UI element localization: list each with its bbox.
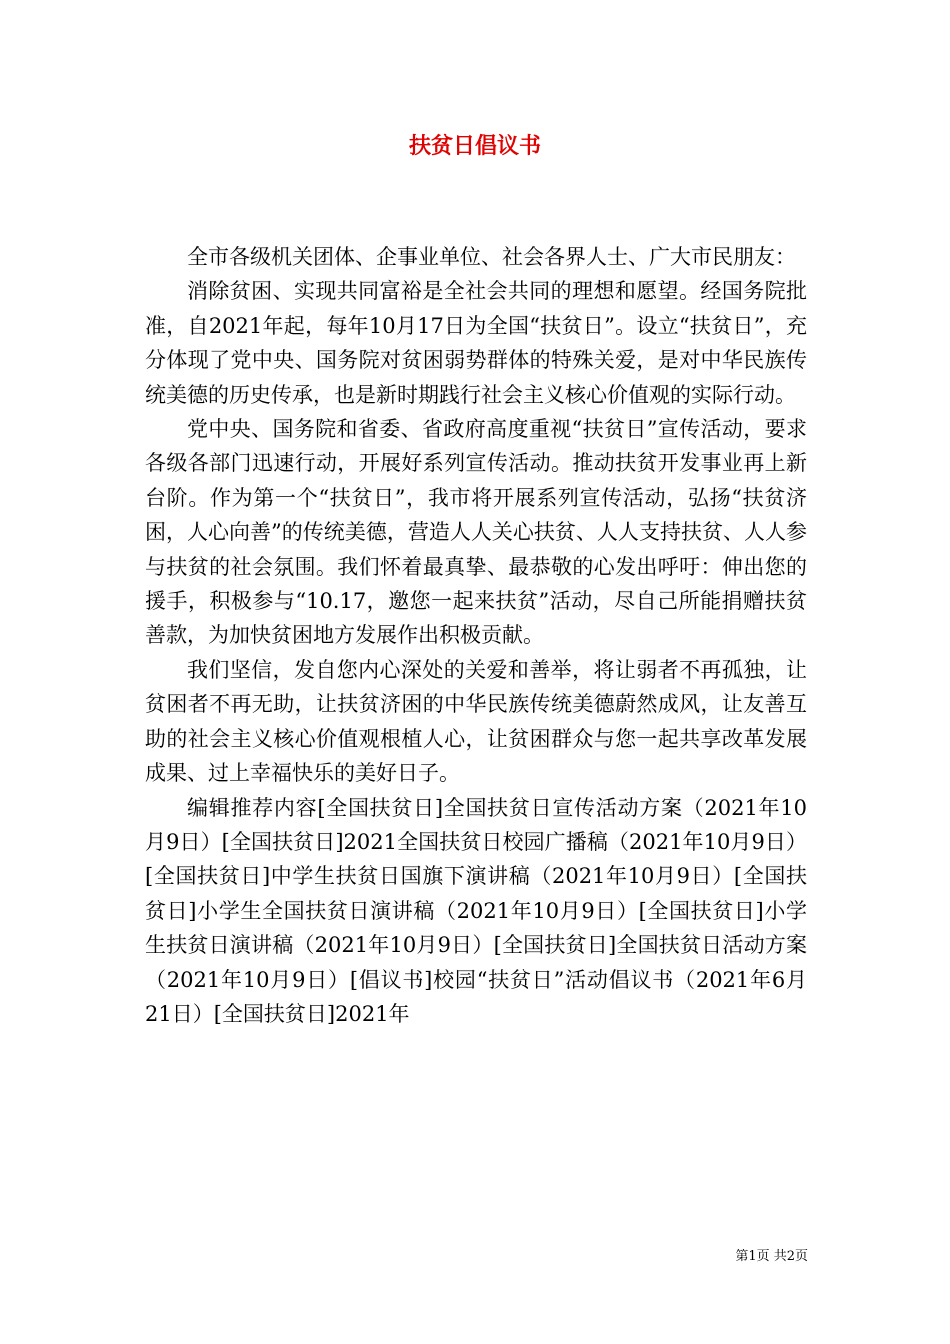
salutation: 全市各级机关团体、企事业单位、社会各界人士、广大市民朋友： bbox=[187, 245, 796, 269]
paragraph-4-recommended-links: 编辑推荐内容[全国扶贫日]全国扶贫日宣传活动方案（2021年10月9日）[全国扶贫日]2021全国扶贫日校园广播稿（2021年10月9日）[全国扶贫日]中学生扶贫日国旗下演讲稿（2021年10月9日）[全国扶贫日]小学生全国扶贫日演讲稿（2021年10月9日）[全国扶贫日]小学生扶贫日演讲稿（2021年10月9日）[全国扶贫日]全国扶贫日活动方案（2021年10月9日）[倡议书]校园“扶贫日”活动倡议书（2021年6月21日）[全国扶贫日]2021年 bbox=[145, 795, 807, 1026]
paragraph-1: 消除贫困、实现共同富裕是全社会共同的理想和愿望。经国务院批准，自2021年起，每年10月17日为全国“扶贫日”。设立“扶贫日”，充分体现了党中央、国务院对贫困弱势群体的特殊关爱，是对中华民族传统美德的历史传承，也是新时期践行社会主义核心价值观的实际行动。 bbox=[145, 279, 807, 407]
document-body bbox=[145, 240, 807, 1031]
page-number: 第1页 共2页 bbox=[735, 1249, 808, 1264]
paragraph-2: 党中央、国务院和省委、省政府高度重视“扶贫日”宣传活动，要求各级各部门迅速行动，开展好系列宣传活动。推动扶贫开发事业再上新台阶。作为第一个“扶贫日”，我市将开展系列宣传活动，弘扬“扶贫济困，人心向善”的传统美德，营造人人关心扶贫、人人支持扶贫、人人参与扶贫的社会氛围。我们怀着最真挚、最恭敬的心发出呼吁：伸出您的援手，积极参与“10.17，邀您一起来扶贫”活动，尽自己所能捐赠扶贫善款，为加快贫困地方发展作出积极贡献。 bbox=[145, 417, 807, 648]
paragraph-3: 我们坚信，发自您内心深处的关爱和善举，将让弱者不再孤独，让贫困者不再无助，让扶贫济困的中华民族传统美德蔚然成风，让友善互助的社会主义核心价值观根植人心，让贫困群众与您一起共享改革发展成果、过上幸福快乐的美好日子。 bbox=[145, 657, 807, 786]
document-title: 扶贫日倡议书 bbox=[408, 134, 541, 159]
